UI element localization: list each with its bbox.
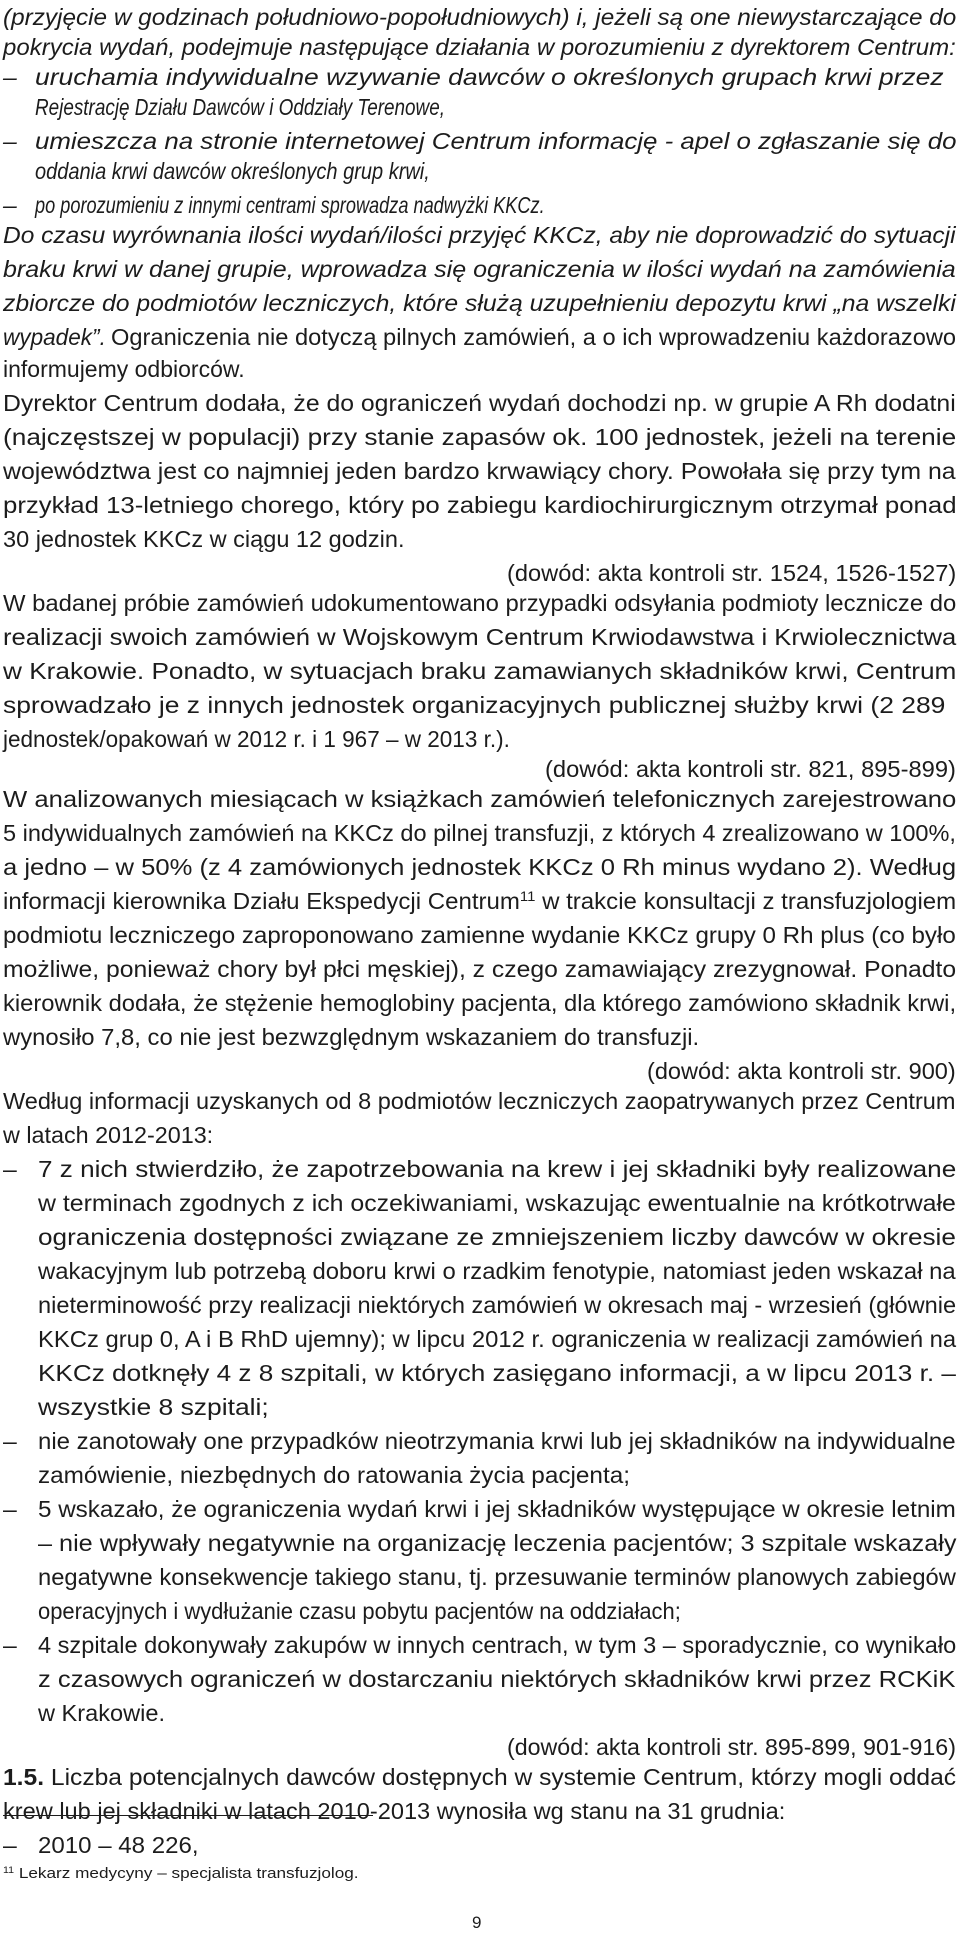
list-dash: – <box>3 128 17 154</box>
text-line: wypadek”. <box>3 324 106 350</box>
text-line: zbiorcze do podmiotów leczniczych, które służą uzupełnieniu depozytu krwi „na wszelki <box>3 290 956 316</box>
list-dash: – <box>3 192 17 218</box>
text-line: w terminach zgodnych z ich oczekiwaniami, wskazując ewentualnie na krótkotrwałe <box>38 1190 956 1216</box>
text-line: kierownik dodała, że stężenie hemoglobiny pacjenta, dla którego zamówiono składnik krwi, <box>3 990 957 1016</box>
list-dash: – <box>3 1496 17 1522</box>
text-line: w Krakowie. <box>38 1700 165 1726</box>
text-line: sprowadzało je z innych jednostek organizacyjnych publicznej służby krwi (2 289 <box>3 692 946 718</box>
text-line: zamówienie, niezbędnych do ratowania życia pacjenta; <box>38 1462 630 1488</box>
text-line: Według informacji uzyskanych od 8 podmiotów leczniczych zaopatrywanych przez Centrum <box>3 1088 956 1114</box>
text-line: informacji kierownika Działu Ekspedycji Centrum$^{11}$ w trakcie konsultacji z transfuzjologiem <box>3 888 957 914</box>
text-line: po porozumieniu z innymi centrami sprowadza nadwyżki KKCz. <box>35 192 545 218</box>
text-line: podmiotu leczniczego zaproponowano zamienne wydanie KKCz grupy 0 Rh plus (co było <box>3 922 956 948</box>
text-line: Rejestrację Działu Dawców i Oddziały Terenowe, <box>35 94 445 120</box>
text-line: 4 szpitale dokonywały zakupów w innych centrach, w tym 3 – sporadycznie, co wynikało <box>38 1632 957 1658</box>
text-line: W badanej próbie zamówień udokumentowano przypadki odsyłania podmioty lecznicze do <box>3 590 957 616</box>
text-line: (najczęstszej w populacji) przy stanie zapasów ok. 100 jednostek, jeżeli na terenie <box>3 424 957 450</box>
text-line: Do czasu wyrównania ilości wydań/ilości przyjęć KKCz, aby nie doprowadzić do sytuacji <box>3 222 956 248</box>
text-line: – nie wpływały negatywnie na organizację leczenia pacjentów; 3 szpitale wskazały <box>38 1530 957 1556</box>
text-line: a jedno – w 50% (z 4 zamówionych jednostek KKCz 0 Rh minus wydano 2). Według <box>3 854 957 880</box>
text-line: z czasowych ograniczeń w dostarczaniu niektórych składników krwi przez RCKiK <box>38 1666 956 1692</box>
text-line: możliwe, ponieważ chory był płci męskiej), z czego zamawiający zrezygnował. Ponadto <box>3 956 957 982</box>
text-line: 5 wskazało, że ograniczenia wydań krwi i jej składników występujące w okresie letnim <box>38 1496 956 1522</box>
text-line: (dowód: akta kontroli str. 1524, 1526-1527) <box>507 560 957 586</box>
text-line: wszystkie 8 szpitali; <box>38 1394 269 1420</box>
text-line: KKCz dotknęły 4 z 8 szpitali, w których zasięgano informacji, a w lipcu 2013 r. – <box>38 1360 956 1386</box>
text-line: W analizowanych miesiącach w książkach zamówień telefonicznych zarejestrowano <box>3 786 957 812</box>
list-dash: – <box>3 1156 17 1182</box>
text-line: negatywne konsekwencje takiego stanu, tj. przesuwanie terminów planowych zabiegów <box>38 1564 956 1590</box>
text-line: (dowód: akta kontroli str. 895-899, 901-916) <box>507 1734 956 1760</box>
text-line: przykład 13-letniego chorego, który po zabiegu kardiochirurgicznym otrzymał ponad <box>3 492 957 518</box>
list-dash: – <box>3 1832 17 1858</box>
footnote: $^{11}$ Lekarz medycyny – specjalista transfuzjolog. <box>3 1864 359 1882</box>
text-line: krew lub jej składniki w latach 2010-2013 wynosiła wg stanu na 31 grudnia: <box>3 1798 786 1824</box>
text-line: ograniczenia dostępności związane ze zmniejszeniem liczby dawców w okresie <box>38 1224 956 1250</box>
text-line: w Krakowie. Ponadto, w sytuacjach braku zamawianych składników krwi, Centrum <box>3 658 957 684</box>
text-line: 30 jednostek KKCz w ciągu 12 godzin. <box>3 526 405 552</box>
text-line: pokrycia wydań, podejmuje następujące działania w porozumieniu z dyrektorem Centrum: <box>3 34 956 60</box>
text-line: realizacji swoich zamówień w Wojskowym Centrum Krwiodawstwa i Krwiolecznictwa <box>3 624 957 650</box>
page-number: 9 <box>472 1913 482 1932</box>
text-line: nieterminowość przy realizacji niektórych zamówień w okresach maj - wrzesień (głównie <box>38 1292 957 1318</box>
list-dash: – <box>3 64 17 90</box>
footnote-separator <box>3 1815 373 1816</box>
text-line: uruchamia indywidualne wzywanie dawców o określonych grupach krwi przez <box>35 64 944 90</box>
text-line: 5 indywidualnych zamówień na KKCz do pilnej transfuzji, z których 4 zrealizowano w 100%, <box>3 820 956 846</box>
text-line: (przyjęcie w godzinach południowo-popołudniowych) i, jeżeli są one niewystarczające do <box>3 4 957 30</box>
text-line: województwa jest co najmniej jeden bardzo krwawiący chory. Powołała się przy tym na <box>3 458 956 484</box>
text-line: braku krwi w danej grupie, wprowadza się ograniczenia w ilości wydań na zamówienia <box>3 256 956 282</box>
text-line: w latach 2012-2013: <box>3 1122 214 1148</box>
text-line: 7 z nich stwierdziło, że zapotrzebowania na krew i jej składniki były realizowane <box>38 1156 957 1182</box>
text-line: wynosiło 7,8, co nie jest bezwzględnym wskazaniem do transfuzji. <box>3 1024 700 1050</box>
text-line: (dowód: akta kontroli str. 821, 895-899) <box>545 756 956 782</box>
list-dash: – <box>3 1632 17 1658</box>
text-line: KKCz grup 0, A i B RhD ujemny); w lipcu 2012 r. ograniczenia w realizacji zamówień na <box>38 1326 957 1352</box>
text-line: Dyrektor Centrum dodała, że do ograniczeń wydań dochodzi np. w grupie A Rh dodatni <box>3 390 956 416</box>
text-line: 2010 – 48 226, <box>38 1832 199 1858</box>
text-line: jednostek/opakowań w 2012 r. i 1 967 – w 2013 r.). <box>3 726 510 752</box>
list-dash: – <box>3 1428 17 1454</box>
text-line: oddania krwi dawców określonych grup krwi, <box>35 158 430 184</box>
text-line: umieszcza na stronie internetowej Centrum informację - apel o zgłaszanie się do <box>35 128 957 154</box>
text-line: informujemy odbiorców. <box>3 356 245 382</box>
text-line: Ograniczenia nie dotyczą pilnych zamówień, a o ich wprowadzeniu każdorazowo <box>111 324 957 350</box>
text-line: 1.5. Liczba potencjalnych dawców dostępnych w systemie Centrum, którzy mogli oddać <box>3 1764 957 1790</box>
text-line: nie zanotowały one przypadków nieotrzymania krwi lub jej składników na indywidualne <box>38 1428 956 1454</box>
text-line: operacyjnych i wydłużanie czasu pobytu pacjentów na oddziałach; <box>38 1598 681 1624</box>
text-line: wakacyjnym lub potrzebą doboru krwi o rzadkim fenotypie, natomiast jeden wskazał na <box>38 1258 956 1284</box>
text-line: (dowód: akta kontroli str. 900) <box>647 1058 956 1084</box>
